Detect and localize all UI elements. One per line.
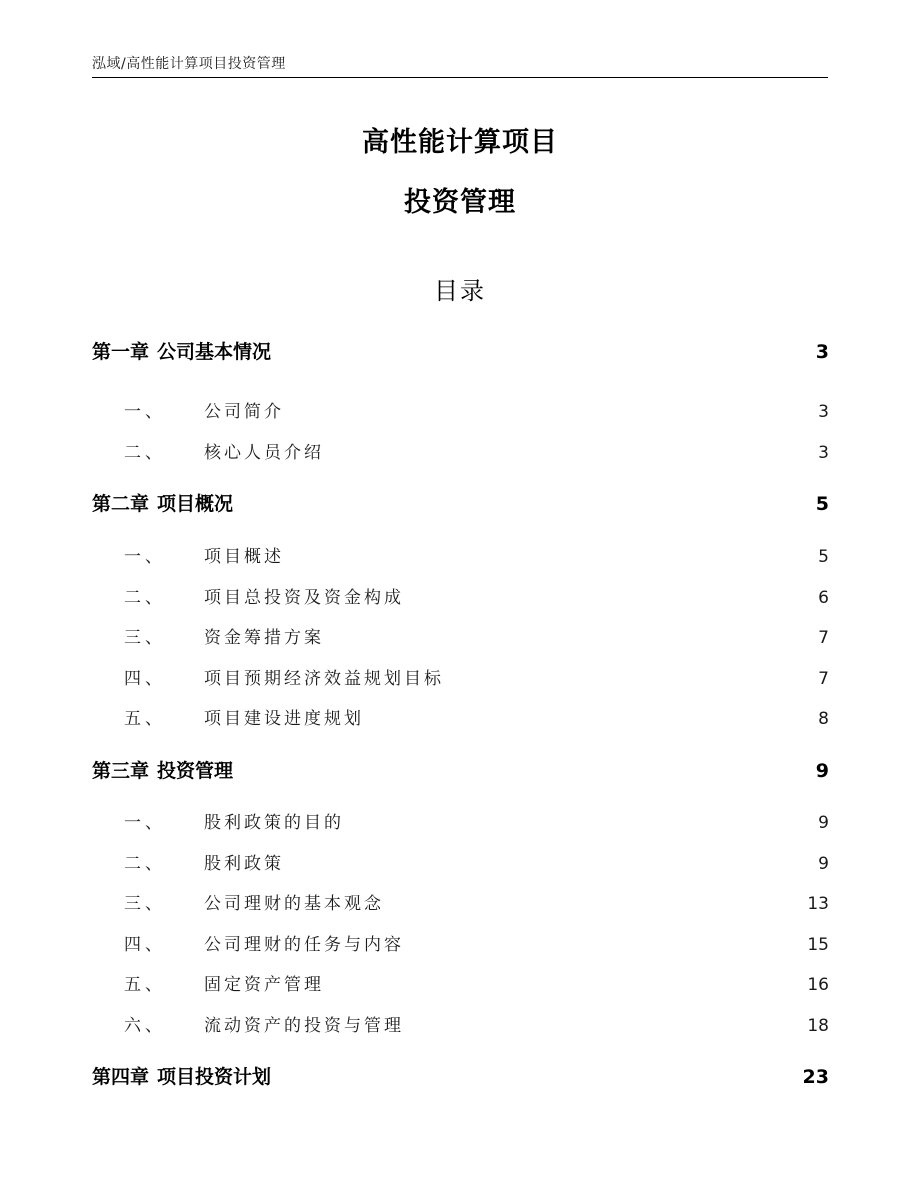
toc-entry-number: 一、: [124, 402, 166, 422]
toc-section-2-3[interactable]: [92, 623, 829, 648]
toc-page-number: 3: [818, 443, 829, 463]
toc-entry-label: 投资管理: [157, 760, 234, 782]
toc-chapter-4[interactable]: [92, 1062, 829, 1089]
toc-page-number: 3: [818, 402, 829, 422]
toc-section-2-2[interactable]: [92, 583, 829, 608]
toc-page-number: 8: [818, 709, 829, 729]
toc-section-2-4[interactable]: [92, 664, 829, 689]
toc-page-number: 13: [807, 894, 829, 914]
toc-entry-label: 资金筹措方案: [204, 628, 324, 648]
toc-chapter-2[interactable]: [92, 489, 829, 516]
toc-page-number: 7: [818, 628, 829, 648]
toc-entry-number: 三、: [124, 894, 166, 914]
toc-entry-number: 一、: [124, 547, 166, 567]
toc-entry-label: 公司简介: [204, 402, 284, 422]
toc-entry-number: 第三章: [92, 760, 150, 782]
toc-section-3-3[interactable]: [92, 889, 829, 914]
toc-chapter-3[interactable]: [92, 756, 829, 783]
toc-entry-label: 流动资产的投资与管理: [204, 1016, 404, 1036]
toc-page-number: 9: [815, 760, 829, 782]
toc-page-number: 18: [807, 1016, 829, 1036]
toc-entry-label: 股利政策: [204, 854, 284, 874]
toc-section-1-2[interactable]: [92, 438, 829, 463]
toc-entry-label: 公司理财的基本观念: [204, 894, 384, 914]
toc-page-number: 5: [815, 493, 829, 515]
toc-entry-number: 二、: [124, 588, 166, 608]
toc-page-number: 9: [818, 854, 829, 874]
toc-section-2-5[interactable]: [92, 704, 829, 729]
toc-section-3-4[interactable]: [92, 930, 829, 955]
toc-entry-label: 核心人员介绍: [204, 443, 324, 463]
toc-entry-number: 五、: [124, 975, 166, 995]
toc-page-number: 6: [818, 588, 829, 608]
document-title-line-2: 投资管理: [404, 187, 516, 218]
toc-entry-label: 公司基本情况: [157, 341, 272, 363]
toc-entry-number: 四、: [124, 935, 166, 955]
document-title-line-1: 高性能计算项目: [362, 127, 558, 158]
running-header: 泓域/高性能计算项目投资管理: [92, 56, 286, 72]
toc-page-number: 23: [802, 1066, 829, 1088]
toc-entry-number: 第一章: [92, 341, 150, 363]
toc-entry-number: 第二章: [92, 493, 150, 515]
toc-entry-label: 项目概况: [157, 493, 234, 515]
toc-section-1-1[interactable]: [92, 397, 829, 422]
toc-entry-label: 项目预期经济效益规划目标: [204, 669, 444, 689]
toc-entry-label: 项目概述: [204, 547, 284, 567]
toc-entry-label: 固定资产管理: [204, 975, 324, 995]
toc-section-3-1[interactable]: [92, 808, 829, 833]
toc-section-3-5[interactable]: [92, 970, 829, 995]
toc-page-number: 15: [807, 935, 829, 955]
toc-page-number: 7: [818, 669, 829, 689]
toc-entry-number: 四、: [124, 669, 166, 689]
toc-section-3-6[interactable]: [92, 1011, 829, 1036]
header-divider: [92, 77, 828, 78]
toc-entry-number: 二、: [124, 443, 166, 463]
toc-chapter-1[interactable]: [92, 337, 829, 364]
toc-entry-label: 公司理财的任务与内容: [204, 935, 404, 955]
toc-heading: 目录: [434, 277, 486, 305]
toc-entry-number: 三、: [124, 628, 166, 648]
toc-section-3-2[interactable]: [92, 849, 829, 874]
toc-page-number: 5: [818, 547, 829, 567]
toc-entry-label: 项目总投资及资金构成: [204, 588, 404, 608]
toc-entry-number: 第四章: [92, 1066, 150, 1088]
toc-entry-label: 项目投资计划: [157, 1066, 272, 1088]
toc-entry-number: 一、: [124, 813, 166, 833]
toc-entry-number: 五、: [124, 709, 166, 729]
toc-page-number: 3: [815, 341, 829, 363]
toc-entry-number: 二、: [124, 854, 166, 874]
toc-entry-number: 六、: [124, 1016, 166, 1036]
toc-page-number: 16: [807, 975, 829, 995]
toc-entry-label: 项目建设进度规划: [204, 709, 364, 729]
toc-page-number: 9: [818, 813, 829, 833]
toc-entry-label: 股利政策的目的: [204, 813, 344, 833]
toc-section-2-1[interactable]: [92, 542, 829, 567]
